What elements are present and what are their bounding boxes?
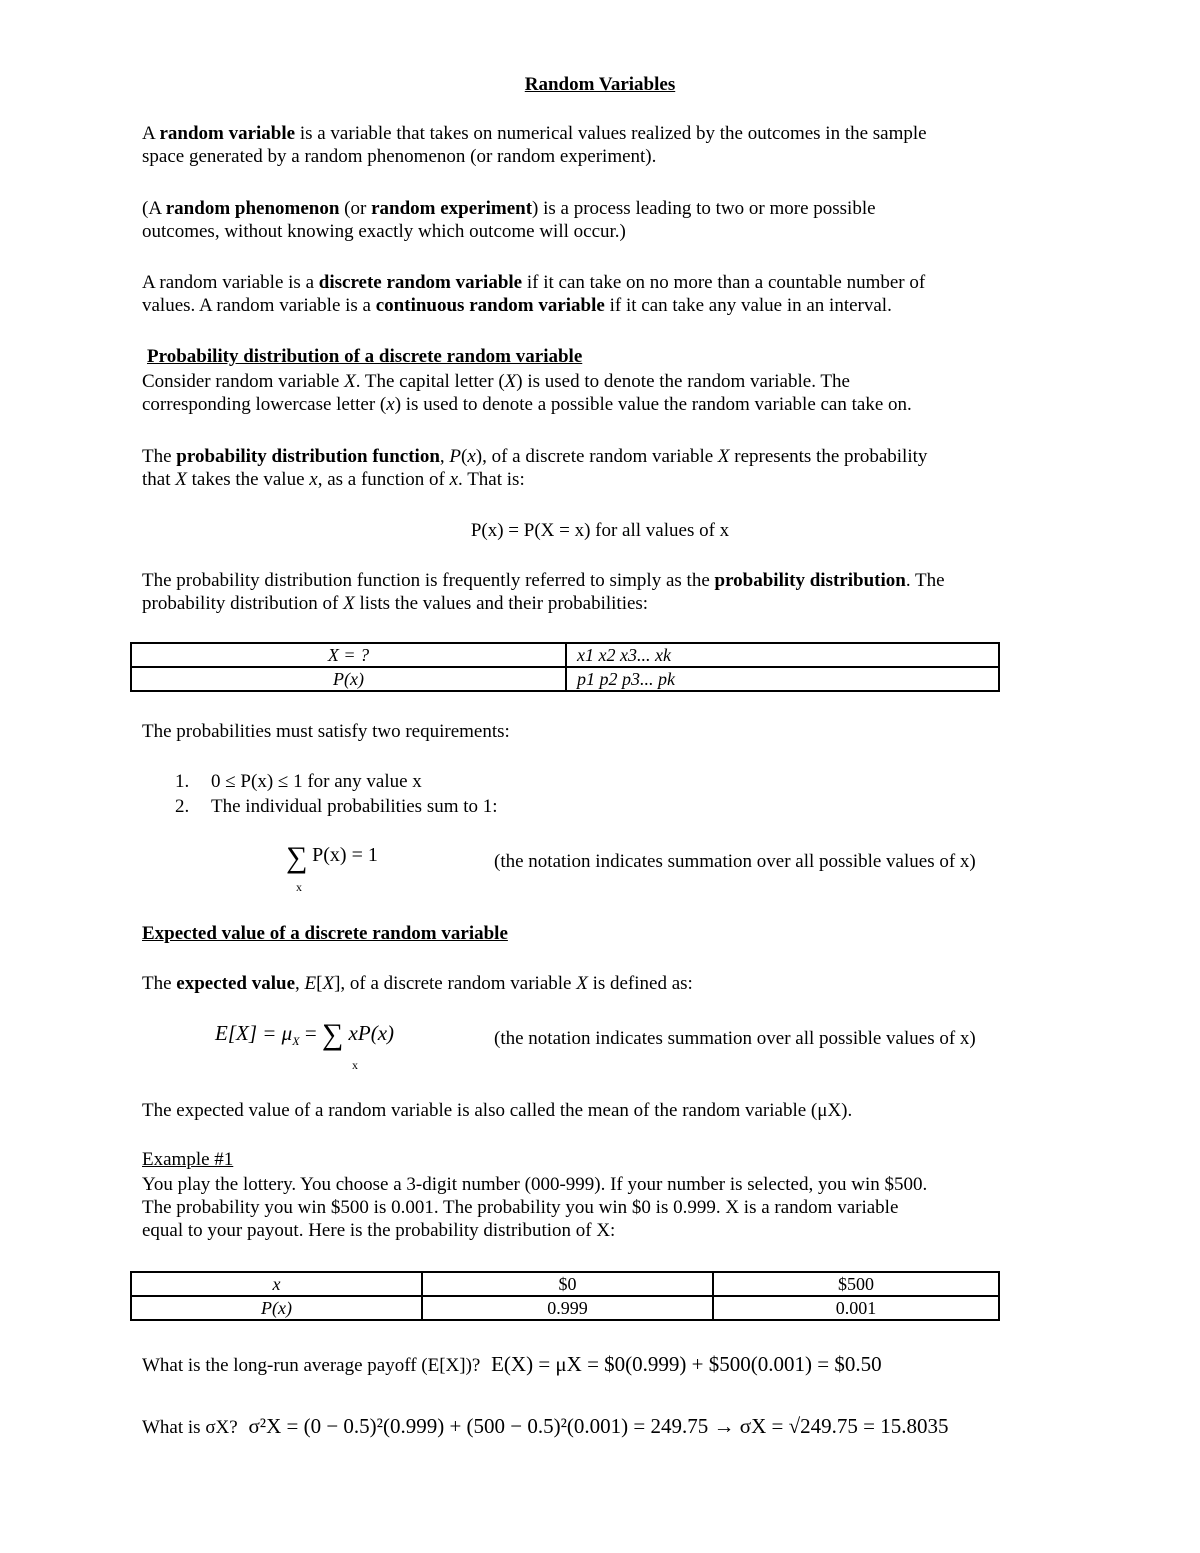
paragraph-expected-value-def: The expected value, E[X], of a discrete random variable X is defined as: xyxy=(142,973,693,994)
table-cell: x xyxy=(131,1272,422,1296)
table-cell: 0.999 xyxy=(422,1296,713,1320)
equation-pdf: P(x) = P(X = x) for all values of x xyxy=(470,520,730,541)
table-cell-values: p1 p2 p3... pk xyxy=(566,667,999,691)
paragraph-requirements-intro: The probabilities must satisfy two requirements: xyxy=(142,721,510,742)
sigma-icon: ∑ xyxy=(286,841,308,874)
paragraph-random-variable-def: A random variable is a variable that takes on numerical values realized by the outcomes in the sample space generated by a random phenomenon (or random experiment). xyxy=(142,123,927,167)
equation-ev-subscript: x xyxy=(352,1058,358,1072)
list-item-requirement-1: 1. 0 ≤ P(x) ≤ 1 for any value x xyxy=(175,771,422,792)
equation-expected-value: $E[X] = \mu_X$ = ∑ xP(x) xyxy=(215,1018,395,1051)
list-item-requirement-2: 2. The individual probabilities sum to 1: xyxy=(175,796,498,817)
question-standard-deviation: What is σX? σ²X = (0 − 0.5)²(0.999) + (500 − 0.5)²(0.001) = 249.75 → σX = √249.75 = 15.8035 xyxy=(142,1414,949,1438)
note-summation-2: (the notation indicates summation over all possible values of x) xyxy=(494,1028,976,1049)
section-heading-probability-distribution: Probability distribution of a discrete random variable xyxy=(147,346,583,367)
paragraph-pdf-definition: The probability distribution function, P(x), of a discrete random variable X represents the probability that X takes the value x, as a function of x. That is: xyxy=(142,446,928,490)
table-cell-label: P(x) xyxy=(131,667,566,691)
example-text: You play the lottery. You choose a 3-digit number (000-999). If your number is selected, you win $500. The probability you win $500 is 0.001. The probability you win $0 is 0.999. X is a random variable equal to your payout. Here is the probability distribution of X: xyxy=(142,1174,928,1241)
table-row xyxy=(131,667,999,691)
paragraph-discrete-continuous: A random variable is a discrete random variable if it can take on no more than a countable number of values. A random variable is a continuous random variable if it can take any value in an interval. xyxy=(142,272,926,316)
example-heading: Example #1 xyxy=(142,1149,234,1170)
equation-sum-subscript: x xyxy=(296,880,302,894)
table-row xyxy=(131,643,999,667)
table-cell: 0.001 xyxy=(713,1296,999,1320)
page-title: Random Variables xyxy=(524,74,676,95)
table-cell-label: X = ? xyxy=(131,643,566,667)
paragraph-random-phenomenon-def: (A random phenomenon (or random experiment) is a process leading to two or more possible outcomes, without knowing exactly which outcome will occur.) xyxy=(142,198,876,242)
table-cell: $500 xyxy=(713,1272,999,1296)
section-heading-expected-value: Expected value of a discrete random variable xyxy=(142,923,508,944)
equation-sum-to-one: ∑ P(x) = 1 xyxy=(286,841,378,874)
table-cell-values: x1 x2 x3... xk xyxy=(566,643,999,667)
distribution-table-lottery xyxy=(130,1271,1000,1321)
sigma-icon: ∑ xyxy=(321,1018,344,1051)
table-row xyxy=(131,1296,999,1320)
table-cell: $0 xyxy=(422,1272,713,1296)
table-cell: P(x) xyxy=(131,1296,422,1320)
paragraph-mean: The expected value of a random variable is also called the mean of the random variable (μX). xyxy=(142,1100,853,1121)
question-expected-payoff: What is the long-run average payoff (E[X])? E(X) = μX = $0(0.999) + $500(0.001) = $0.50 xyxy=(142,1352,882,1376)
distribution-table-general xyxy=(130,642,1000,692)
note-summation-1: (the notation indicates summation over all possible values of x) xyxy=(494,851,976,872)
paragraph-probability-distribution: The probability distribution function is frequently referred to simply as the probability distribution. The probability distribution of X lists the values and their probabilities: xyxy=(142,570,945,614)
table-row xyxy=(131,1272,999,1296)
paragraph-capital-lowercase: Consider random variable X. The capital letter (X) is used to denote the random variable. The corresponding lowercase letter (x) is used to denote a possible value the random variable can take on. xyxy=(142,371,912,415)
